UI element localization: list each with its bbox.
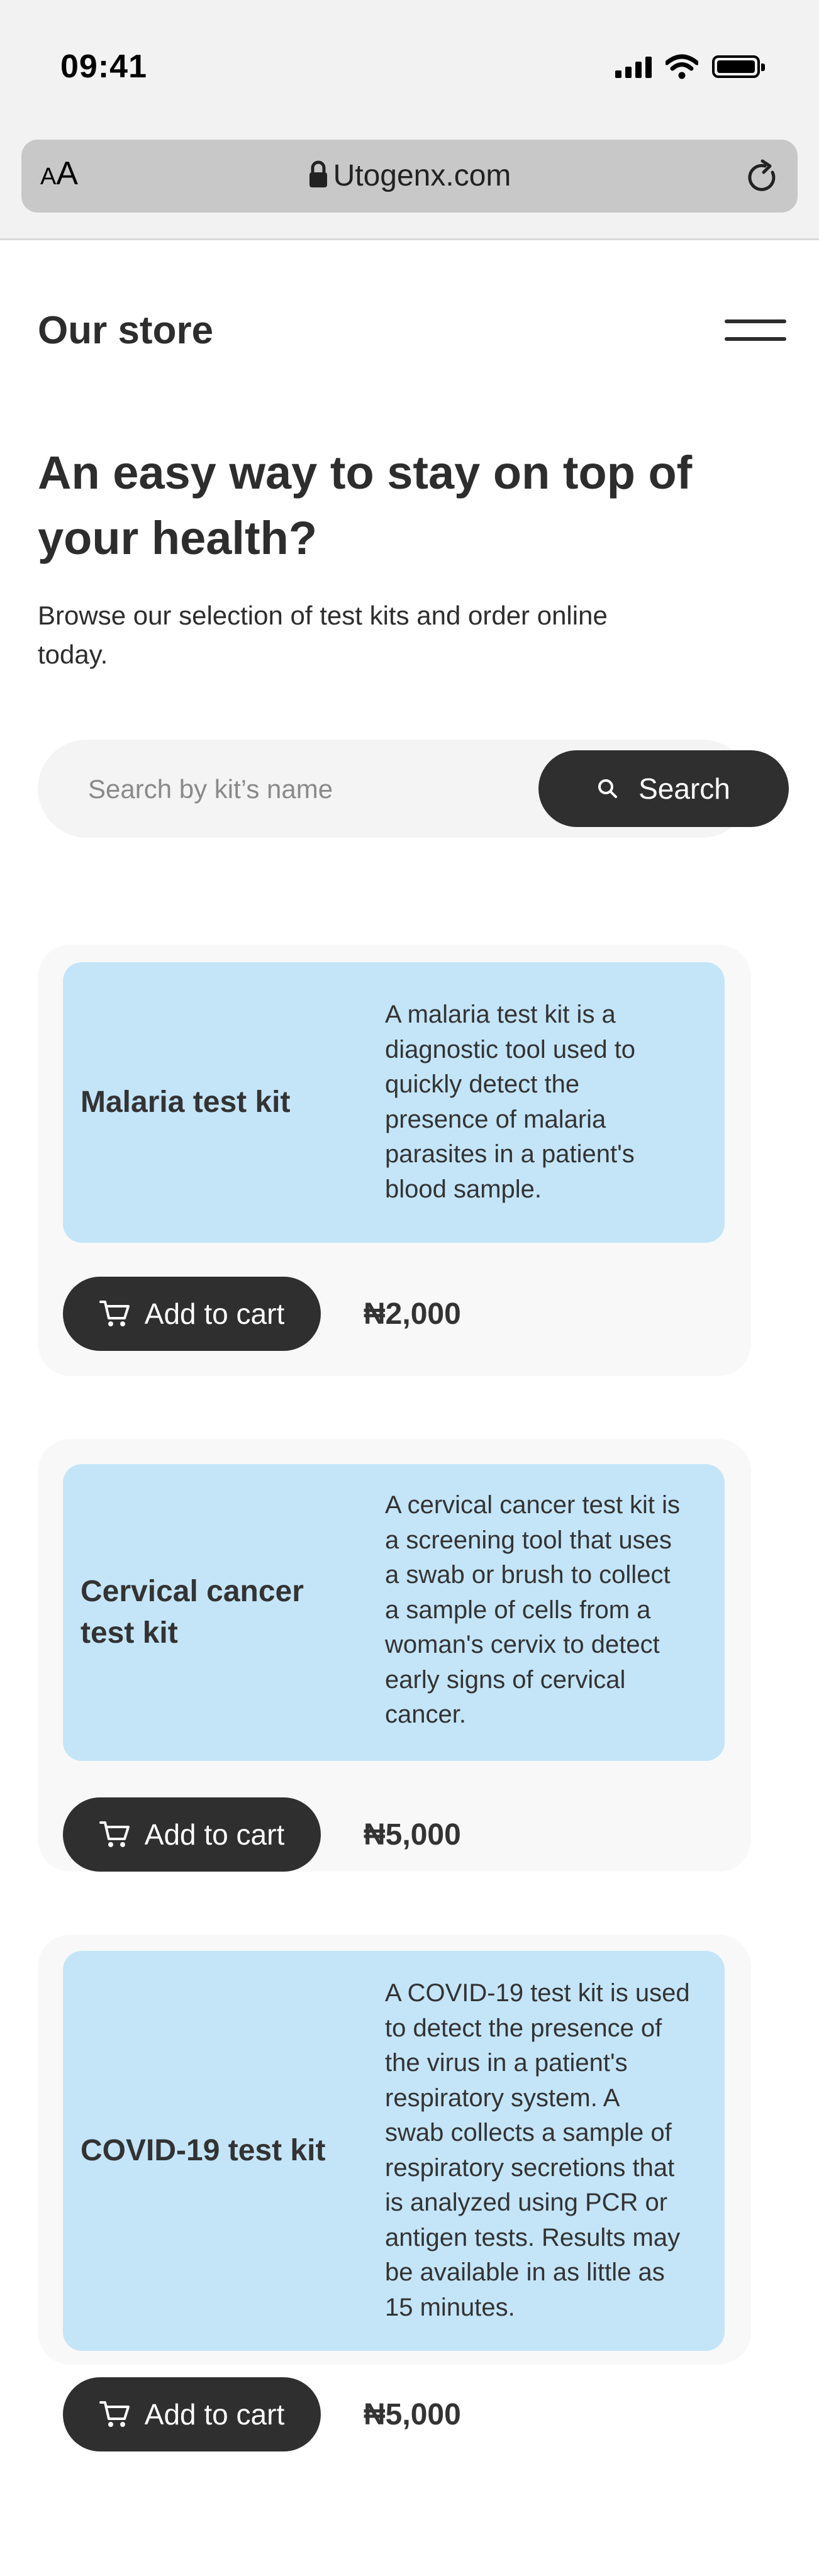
status-time: 09:41 (60, 48, 147, 85)
product-price: ₦5,000 (364, 2398, 461, 2431)
product-price: ₦5,000 (364, 1818, 461, 1852)
product-info-panel (63, 1951, 725, 2351)
product-description: A cervical cancer test kit is a screening tool that uses a swab or brush to collect a sample of cells from a woman's cervix to detect early signs of cervical cancer. (385, 1491, 681, 1728)
product-info-panel (63, 1464, 725, 1761)
product-name: COVID-19 test kit (81, 2134, 326, 2167)
product-card-covid-19 (38, 1935, 751, 2365)
search-button-label: Search (638, 772, 730, 805)
add-to-cart-button[interactable] (63, 1797, 321, 1872)
search-icon (597, 778, 618, 799)
product-name: Malaria test kit (81, 1085, 291, 1119)
product-name: Cervical cancer test kit (81, 1575, 304, 1650)
product-description: A COVID-19 test kit is used to detect the presence of the virus in a patient's respiratory system. A swab collects a sample of respiratory secretions that is analyzed using PCR or antigen tests. Results may be available in as little as 15 minutes. (385, 1979, 690, 2321)
add-to-cart-label: Add to cart (144, 1297, 285, 1330)
reload-icon[interactable] (744, 158, 780, 195)
product-description: A malaria test kit is a diagnostic tool used to quickly detect the presence of malaria parasites in a patient's blood sample. (385, 1001, 636, 1203)
cart-icon (99, 1299, 130, 1328)
address-bar[interactable] (21, 140, 798, 213)
cart-icon (99, 1820, 130, 1849)
page-title: Our store (38, 309, 214, 352)
lock-icon (308, 160, 328, 188)
text-size-button[interactable]: AA (40, 155, 79, 192)
add-to-cart-button[interactable] (63, 1277, 321, 1351)
cellular-signal-icon (615, 55, 652, 78)
add-to-cart-label: Add to cart (144, 1818, 285, 1851)
status-icons (615, 53, 760, 80)
add-to-cart-label: Add to cart (144, 2398, 285, 2431)
hero-headline: An easy way to stay on top of your health? (38, 447, 693, 564)
browser-chrome (0, 0, 819, 240)
add-to-cart-button[interactable] (63, 2377, 321, 2451)
product-price: ₦2,000 (364, 1297, 461, 1331)
battery-icon (712, 55, 760, 78)
search-input[interactable] (88, 767, 491, 811)
wifi-icon (666, 54, 698, 79)
cart-icon (99, 2400, 130, 2429)
hamburger-menu-icon[interactable] (725, 319, 786, 342)
product-info-panel (63, 962, 725, 1243)
search-bar (38, 740, 751, 838)
url-text: Utogenx.com (333, 159, 511, 192)
search-button[interactable] (538, 750, 789, 827)
url-display[interactable] (21, 158, 798, 193)
hero-subtext: Browse our selection of test kits and order online today. (38, 601, 608, 669)
